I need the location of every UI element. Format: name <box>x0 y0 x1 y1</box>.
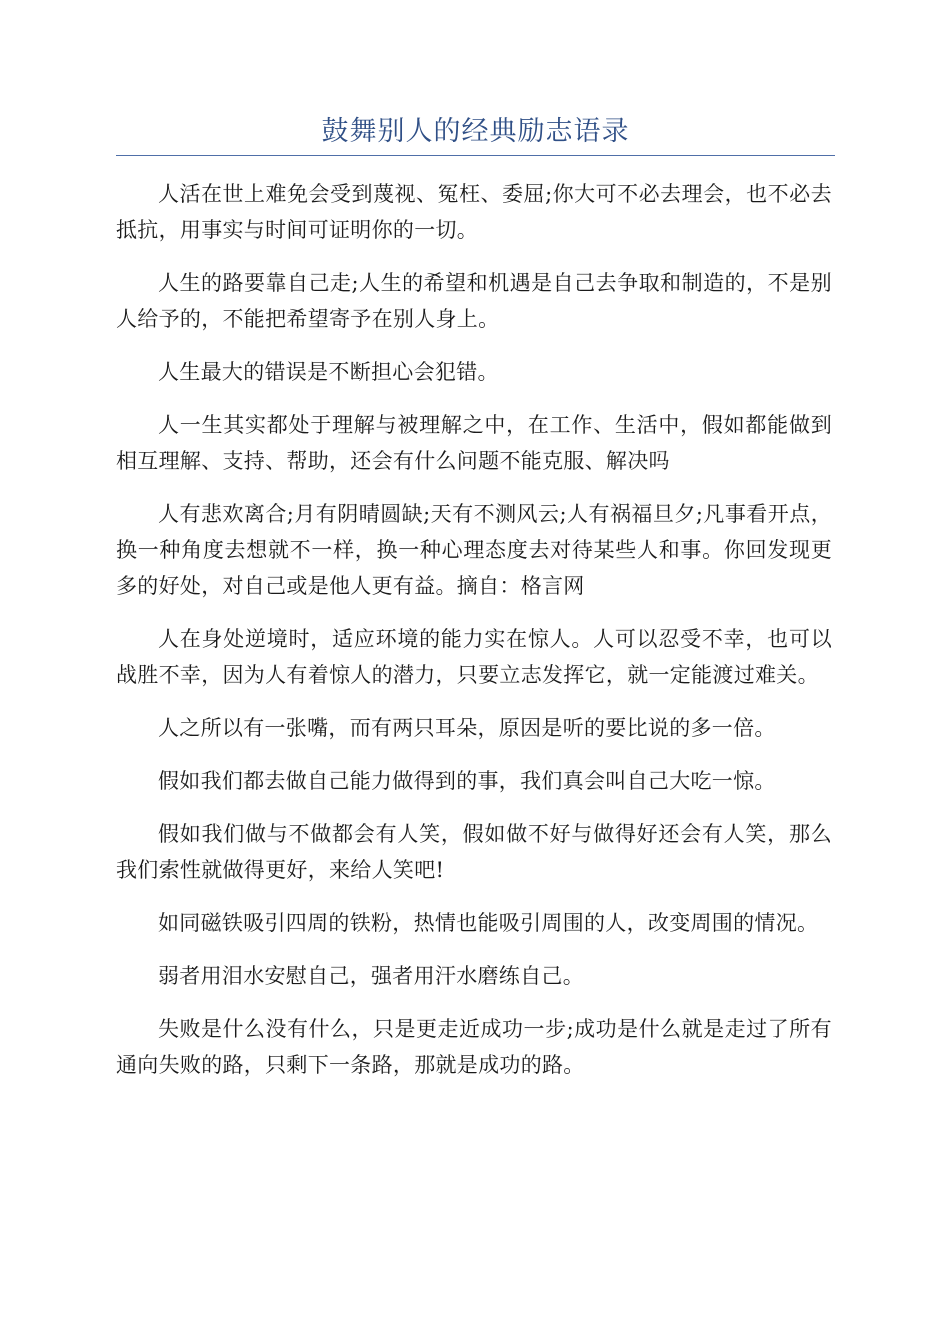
paragraph: 人生最大的错误是不断担心会犯错。 <box>158 360 499 384</box>
paragraph: 失败是什么没有什么，只是更走近成功一步;成功是什么就是走过了所有通向失败的路，只剩下一条路，那就是成功的路。 <box>116 1017 832 1077</box>
document-title: 鼓舞别人的经典励志语录 <box>321 116 630 147</box>
paragraph: 人有悲欢离合;月有阴晴圆缺;天有不测风云;人有祸福旦夕;凡事看开点，换一种角度去想就不一样，换一种心理态度去对待某些人和事。你回发现更多的好处，对自己或是他人更有益。摘自：格言网 <box>116 502 832 598</box>
title-header <box>116 112 835 156</box>
document-body <box>116 176 832 1100</box>
paragraph: 人之所以有一张嘴，而有两只耳朵，原因是听的要比说的多一倍。 <box>158 716 776 740</box>
paragraph: 如同磁铁吸引四周的铁粉，热情也能吸引周围的人，改变周围的情况。 <box>158 911 819 935</box>
paragraph: 弱者用泪水安慰自己，强者用汗水磨练自己。 <box>158 964 584 988</box>
paragraph: 人生的路要靠自己走;人生的希望和机遇是自己去争取和制造的，不是别人给予的，不能把希望寄予在别人身上。 <box>116 271 832 331</box>
paragraph: 人在身处逆境时，适应环境的能力实在惊人。人可以忍受不幸，也可以战胜不幸，因为人有着惊人的潜力，只要立志发挥它，就一定能渡过难关。 <box>116 627 832 687</box>
paragraph: 人一生其实都处于理解与被理解之中，在工作、生活中，假如都能做到相互理解、支持、帮助，还会有什么问题不能克服、解决吗 <box>116 413 832 473</box>
paragraph: 假如我们都去做自己能力做得到的事，我们真会叫自己大吃一惊。 <box>158 769 776 793</box>
paragraph: 人活在世上难免会受到蔑视、冤枉、委屈;你大可不必去理会，也不必去抵抗，用事实与时间可证明你的一切。 <box>116 182 832 242</box>
paragraph: 假如我们做与不做都会有人笑，假如做不好与做得好还会有人笑，那么我们索性就做得更好，来给人笑吧! <box>116 822 832 882</box>
